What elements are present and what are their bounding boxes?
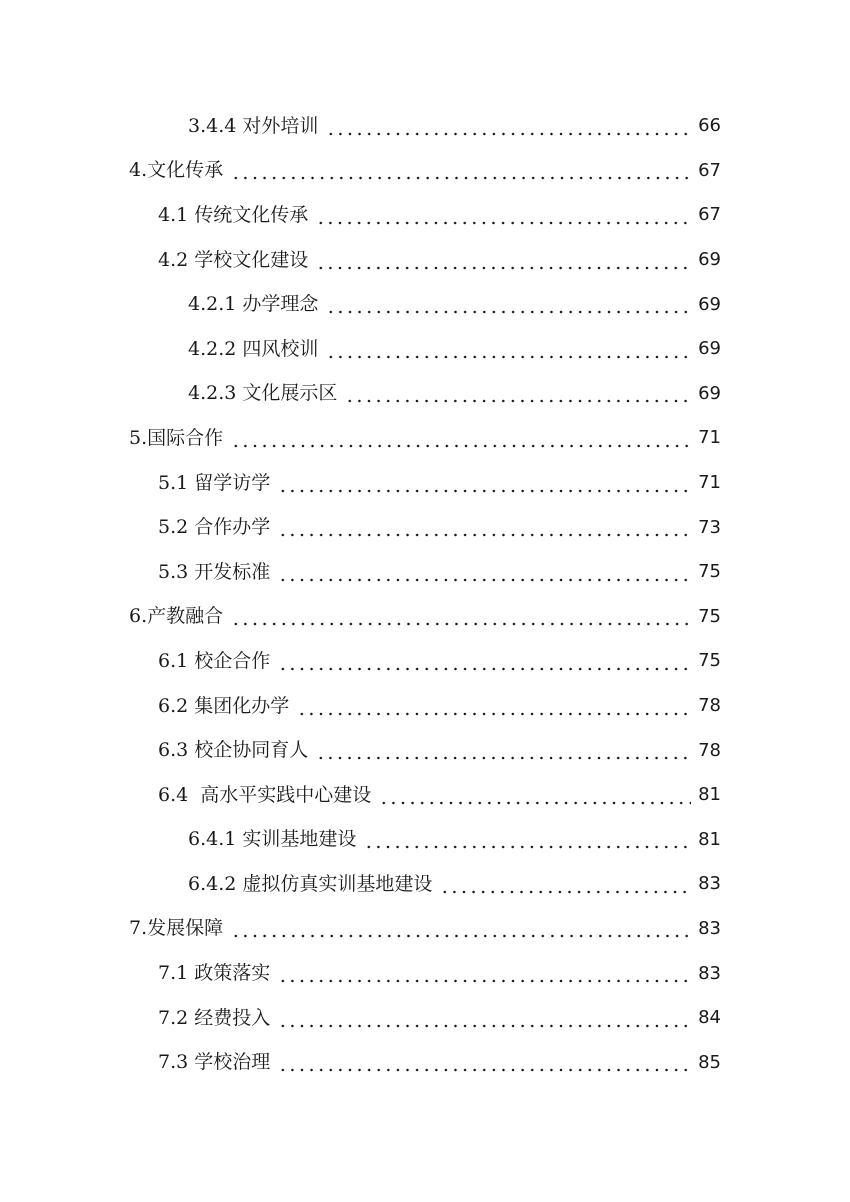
dot-leader (231, 607, 691, 626)
toc-entry-6-3[interactable] (0, 728, 850, 773)
dot-leader (278, 474, 691, 493)
toc-entry-label: 6.2 集团化办学 (158, 694, 290, 717)
dot-leader (379, 786, 691, 805)
toc-entry-4-2[interactable] (0, 238, 850, 283)
dot-leader (316, 741, 691, 760)
toc-entry-label: 6.3 校企协同育人 (158, 739, 309, 762)
toc-entry-label: 6.4 高水平实践中心建设 (158, 783, 372, 806)
toc-entry-label: 3.4.4 对外培训 (188, 114, 319, 137)
toc-entry-page: 75 (698, 605, 721, 627)
toc-entry-label: 6.4.1 实训基地建设 (188, 828, 357, 851)
toc-entry-5-2[interactable] (0, 505, 850, 550)
toc-entry-page: 69 (698, 249, 721, 271)
toc-entry-label: 4.2.3 文化展示区 (188, 382, 338, 405)
toc-entry-page: 83 (698, 873, 721, 895)
dot-leader (231, 161, 691, 180)
toc-entry-6-2[interactable] (0, 684, 850, 729)
toc-entry-label: 5.1 留学访学 (158, 471, 271, 494)
toc-entry-page: 81 (698, 784, 721, 806)
toc-entry-4-2-3[interactable] (0, 372, 850, 417)
dot-leader (326, 295, 691, 314)
toc-entry-4-2-1[interactable] (0, 282, 850, 327)
toc-entry-page: 75 (698, 650, 721, 672)
toc-entry-page: 69 (698, 338, 721, 360)
toc-entry-label: 4.2.2 四风校训 (188, 337, 319, 360)
toc-entry-page: 67 (698, 204, 721, 226)
dot-leader (278, 1053, 691, 1072)
toc-entry-7-1[interactable] (0, 951, 850, 996)
toc-entry-label: 4.1 传统文化传承 (158, 203, 309, 226)
toc-entry-page: 75 (698, 561, 721, 583)
toc-entry-6-4[interactable] (0, 773, 850, 818)
toc-entry-label: 7.1 政策落实 (158, 962, 271, 985)
toc-entry-page: 84 (698, 1007, 721, 1029)
toc-entry-page: 78 (698, 695, 721, 717)
toc-entry-label: 4.2 学校文化建设 (158, 248, 309, 271)
toc-entry-label: 6.产教融合 (129, 605, 224, 628)
toc-entry-label: 7.发展保障 (129, 917, 224, 940)
dot-leader (231, 919, 691, 938)
toc-entry-page: 66 (698, 115, 721, 137)
dot-leader (278, 1009, 691, 1028)
dot-leader (278, 518, 691, 537)
toc-entry-page: 81 (698, 828, 721, 850)
dot-leader (440, 875, 691, 894)
dot-leader (278, 652, 691, 671)
toc-entry-page: 71 (698, 472, 721, 494)
table-of-contents (0, 104, 850, 1085)
dot-leader (316, 251, 691, 270)
toc-entry-label: 7.3 学校治理 (158, 1051, 271, 1074)
toc-entry-page: 67 (698, 159, 721, 181)
toc-entry-5-1[interactable] (0, 461, 850, 506)
toc-entry-6-4-1[interactable] (0, 818, 850, 863)
toc-entry-6-4-2[interactable] (0, 862, 850, 907)
toc-entry-page: 71 (698, 427, 721, 449)
dot-leader (364, 830, 691, 849)
dot-leader (326, 340, 691, 359)
toc-entry-label: 5.2 合作办学 (158, 516, 271, 539)
toc-entry-7-3[interactable] (0, 1040, 850, 1085)
toc-entry-label: 6.1 校企合作 (158, 649, 271, 672)
toc-entry-page: 83 (698, 917, 721, 939)
toc-entry-5-3[interactable] (0, 550, 850, 595)
toc-entry-label: 4.2.1 办学理念 (188, 293, 319, 316)
toc-entry-label: 5.3 开发标准 (158, 560, 271, 583)
toc-entry-page: 78 (698, 739, 721, 761)
toc-entry-4[interactable] (0, 149, 850, 194)
toc-entry-page: 69 (698, 382, 721, 404)
toc-entry-label: 4.文化传承 (129, 159, 224, 182)
dot-leader (278, 563, 691, 582)
toc-entry-label: 5.国际合作 (129, 426, 224, 449)
toc-entry-6-1[interactable] (0, 639, 850, 684)
toc-entry-3-4-4[interactable] (0, 104, 850, 149)
toc-entry-page: 85 (698, 1051, 721, 1073)
toc-entry-6[interactable] (0, 595, 850, 640)
toc-entry-page: 69 (698, 293, 721, 315)
toc-entry-page: 73 (698, 516, 721, 538)
toc-entry-page: 83 (698, 962, 721, 984)
dot-leader (316, 206, 691, 225)
toc-entry-4-1[interactable] (0, 193, 850, 238)
dot-leader (345, 384, 691, 403)
toc-entry-7[interactable] (0, 907, 850, 952)
toc-entry-7-2[interactable] (0, 996, 850, 1041)
dot-leader (231, 429, 691, 448)
dot-leader (297, 697, 691, 716)
toc-entry-label: 7.2 经费投入 (158, 1006, 271, 1029)
toc-entry-5[interactable] (0, 416, 850, 461)
toc-entry-4-2-2[interactable] (0, 327, 850, 372)
dot-leader (326, 117, 691, 136)
toc-entry-label: 6.4.2 虚拟仿真实训基地建设 (188, 872, 433, 895)
dot-leader (278, 964, 691, 983)
